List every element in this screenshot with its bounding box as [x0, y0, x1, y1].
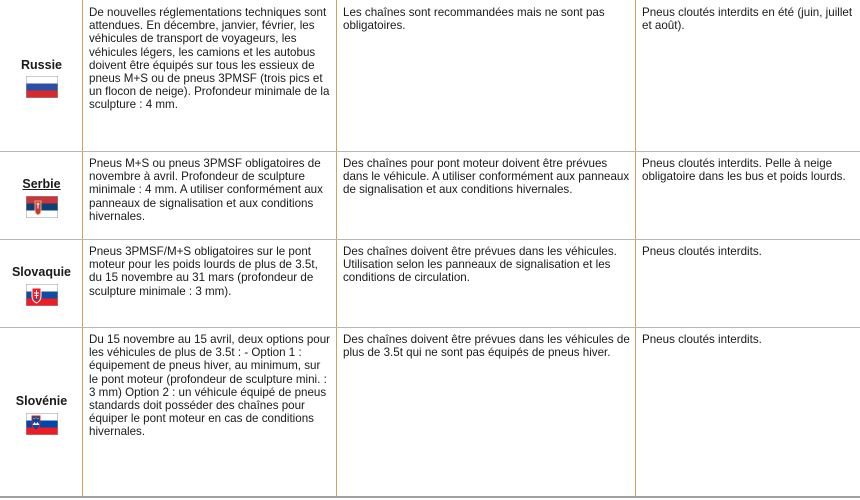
winter-tyres-cell: Du 15 novembre au 15 avril, deux options pour les véhicules de plus de 3.5t : - Option 1 : équipement de pneus hiver, au minimum, sur le pont moteur (profondeur de sculpture mini. : 3 mm) Option 2 : un véhicule équipé de pneus standards doit posséder des chaînes pour équiper le pont moteur en cas de conditions hivernales. [89, 333, 331, 439]
table-row [0, 327, 860, 497]
chains-cell: Les chaînes sont recommandées mais ne sont pas obligatoires. [343, 6, 605, 33]
winter-tyres-cell: Pneus M+S ou pneus 3PMSF obligatoires de novembre à avril. Profondeur de sculpture minimale : 4 mm. A utiliser conformément aux panneaux de signalisation et aux conditions hivernales. [89, 157, 323, 223]
column-divider [82, 0, 83, 497]
studded-tyres-cell: Pneus cloutés interdits. Pelle à neige obligatoire dans les bus et poids lourds. [642, 157, 846, 184]
winter-tyres-cell: Pneus 3PMSF/M+S obligatoires sur le pont moteur pour les poids lourds de plus de 3.5t, du 15 novembre au 31 mars (profondeur de sculpture minimale : 3 mm). [89, 245, 318, 298]
column-divider [635, 0, 636, 497]
country-name: Slovaquie [11, 265, 72, 280]
table-row [0, 151, 860, 239]
row-divider [0, 327, 860, 328]
column-divider [336, 0, 337, 497]
chains-cell: Des chaînes pour pont moteur doivent être prévues dans le véhicule. A utiliser conformément aux panneaux de signalisation et aux conditions hivernales. [343, 157, 630, 197]
studded-tyres-cell: Pneus cloutés interdits. [642, 333, 762, 346]
studded-tyres-cell: Pneus cloutés interdits en été (juin, juillet et août). [642, 6, 853, 33]
flag-slovakia-icon [26, 284, 58, 306]
row-divider [0, 239, 860, 240]
table-row [0, 0, 860, 151]
country-cell [0, 0, 83, 151]
chains-cell: Des chaînes doivent être prévues dans les véhicules de plus de 3.5t qui ne sont pas équipés de pneus hiver. [343, 333, 630, 360]
row-divider [0, 151, 860, 152]
country-name: Russie [21, 57, 62, 72]
flag-serbia-icon [26, 196, 58, 218]
flag-russia-icon [26, 76, 58, 98]
studded-tyres-cell: Pneus cloutés interdits. [642, 245, 762, 258]
row-divider [0, 496, 860, 498]
chains-cell: Des chaînes doivent être prévues dans les véhicules. Utilisation selon les panneaux de signalisation et les conditions de circulation. [343, 245, 617, 285]
country-name: Slovénie [15, 394, 68, 409]
country-cell [0, 151, 83, 239]
table-row [0, 239, 860, 327]
country-cell [0, 239, 83, 327]
flag-slovenia-icon [26, 413, 58, 435]
country-name: Serbie [22, 177, 61, 192]
winter-tyres-cell: De nouvelles réglementations techniques sont attendues. En décembre, janvier, février, les véhicules de transport de voyageurs, les véhicules légers, les camions et les autobus doivent être équipés sur tous les essieux de pneus M+S ou de pneus 3PMSF (trois pics et un flocon de neige). Profondeur minimale de la sculpture : 4 mm. [89, 6, 330, 112]
country-cell [0, 327, 83, 497]
